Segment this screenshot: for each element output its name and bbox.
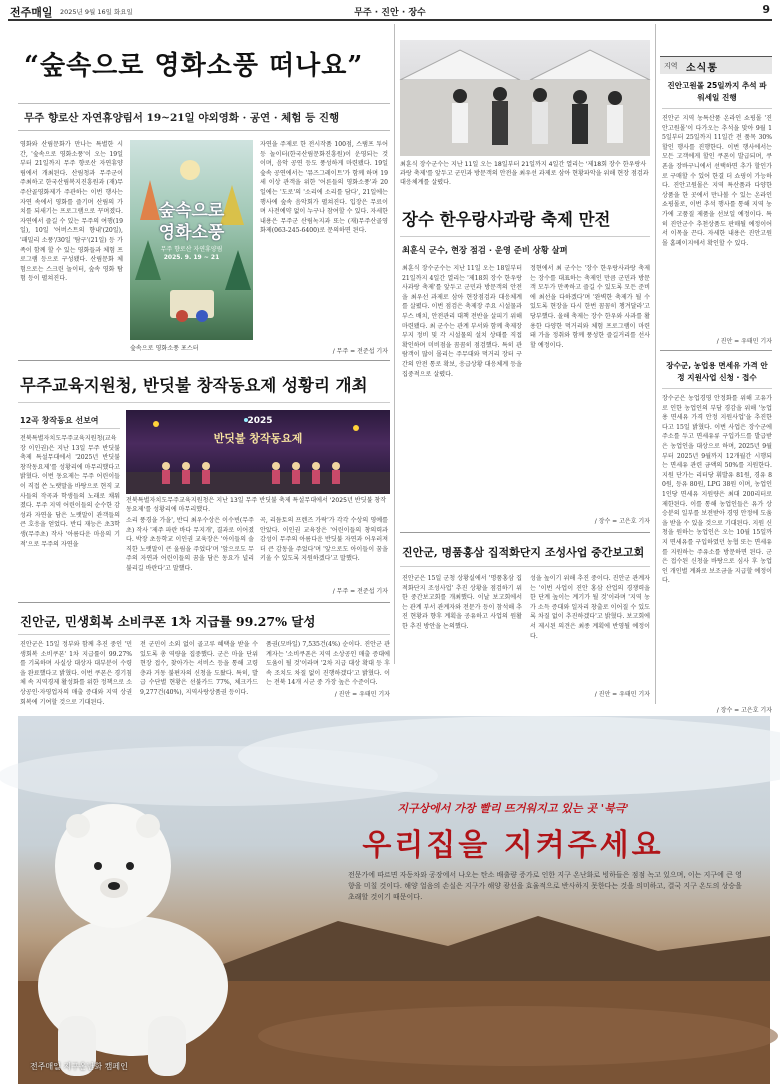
article3-headline: 진안군, 민생회복 소비쿠폰 1차 지급률 99.27% 달성	[20, 614, 316, 629]
ad-footer: 전주매일 지구온난화 캠페인	[30, 1062, 128, 1071]
article4-subtitle: 최훈식 군수, 현장 점검 · 운영 준비 상황 살펴	[402, 245, 568, 255]
inspection-scene-art	[400, 40, 650, 156]
ad-tagline: 지구상에서 가장 빨리 뜨거워지고 있는 곳 '북극'	[397, 802, 629, 815]
article1-subtitle-rule	[18, 103, 390, 104]
article3-byline: / 진안 = 우태민 기자	[334, 691, 390, 698]
ad-body: 전문가에 따르면 자동차와 공장에서 나오는 탄소 배출량 증가로 인한 지구 온난화로 빙하들은 점점 녹고 있으며, 이는 지구에 큰 영향을 미칠 것이다. 해양 얼음의 손실은 지구가 해양 광선을 효율적으로 반사하지 못한다는 것을 의미하고, 결국 지구 온도의 상승을 초래할 것이기 때문이다.	[348, 871, 742, 901]
poster-caption: 숲속으로 영화소풍 포스터	[130, 345, 199, 352]
article2-col1: 전북특별자치도무주교육지원청(교육장 이인권)은 지난 13일 무주 반딧불 축제 특설무대에서 '2025년 반딧불 창작동요제'를 성황리에 마무리했다고 밝혔다. 이번 동요제는 무주 어린이들이 직접 쓴 노랫말을 바탕으로 현직 교사들의 작곡과 학생들의 노래로 채워졌다. 무주 지역 어린이들의 순수한 감성과 자연을 담은 노랫말이 관객들의 큰 호응을 얻었다. 반디 재능은 초3학생(무주초) 작사 '아름다운 마음의 기적'으로 무주의 자연을	[20, 435, 120, 548]
sidebar-item1-body: 진안군 지역 농특산품 온라인 쇼핑몰 '진안고원몰'이 다가오는 추석을 맞아 9월 15일부터 25일까지 11일간 전 품목 30% 할인 행사를 진행한다. 이번 행사에서는 모든 고객에게 할인 쿠폰이 발급되며, 쿠폰을 장바구니에서 선택하면 추가 할인가로 구매할 수 있어 한결 더 쇼핑이 가능하다. 진안고원몰은 지역 특산품과 다양한 상품을 한 곳에서 만나볼 수 있는 온라인 쇼핑몰로, 이번 추석 행사를 통해 지역 농가에 고품질 제품을 선보일 예정이다. 특히 진안군수 추천상품도 판매될 예정이어서 이목을 끈다. 자세한 내용은 진안고원몰 홈페이지에서 확인할 수 있다.	[662, 115, 772, 247]
article1-bottom-rule	[18, 360, 390, 361]
article2-subtitle: 12곡 창작동요 선보여	[20, 416, 99, 425]
article4-bottom-rule	[400, 532, 650, 533]
col-divider-main	[394, 24, 395, 664]
sidebar-item2-byline: / 장수 = 고은호 기자	[716, 707, 772, 714]
article2-col3: 곡, 리듬토의 프렌즈 가락'가 각각 수상의 영예를 안았다. 이인권 교육장은 '어린이들의 창의력과 감성이 무주의 아름다운 반딧불 자연과 어우러져 더 큰 감동을 주었다'며 '앞으로도 아이들이 꿈을 키울 수 있도록 지원하겠다'고 말했다.	[260, 517, 388, 563]
article3-col3: 품권(모바일) 7,535건(4%) 순이다. 진안군 관계자는 '소비쿠폰은 지역 소상공인 매출 증대에 도움이 될 것'이라며 '2차 지급 대상 확대 등 후속 조치도 차질 없이 진행하겠다'고 밝혔다. 이는 전북 14개 시군 중 가장 높은 수준이다.	[266, 641, 390, 687]
poster-subtitle: 무주 향로산 자연휴양림	[160, 246, 223, 253]
article2-subtitle-rule	[20, 428, 120, 429]
article1-subtitle: 무주 향로산 자연휴양림서 19~21일 야외영화 · 공연 · 체험 등 진행	[24, 112, 340, 124]
sidebar-item2-title: 장수군, 농업용 면세유 가격 안정 지원사업 신청 · 접수	[666, 361, 768, 382]
article5-title-rule	[400, 566, 650, 567]
ad-headline: 우리집을 지켜주세요	[362, 828, 664, 863]
article3-col1: 진안군은 15일 정부와 함께 추진 중인 '민생회복 소비쿠폰' 1차 지급률이 99.27%를 기록하며 사실상 대상자 대부분이 수령을 완료했다고 밝혔다. 이번 쿠폰은 경기침체 속 지역경제 활성화를 위한 정책으로 소상공인·자영업자의 매출 증대와 지역 상권 회복에 기여할 것으로 기대된다.	[20, 641, 132, 706]
article4-photo-caption: 최훈식 장수군수는 지난 11일 오는 18일부터 21일까지 4일간 열리는 '제18회 장수 한우랑사과랑 축제'를 앞두고 군민과 방문객의 안전을 최우선 과제로 삼아 현황파악을 위해 현장 점검과 대응체계를 살폈다.	[400, 161, 649, 186]
polar-bear-art	[38, 804, 228, 1076]
article2-byline: / 무주 = 전준섭 기자	[332, 588, 388, 595]
article1-poster	[130, 140, 253, 340]
article4-photo	[400, 40, 650, 156]
article3-col2: 전 군민이 소외 없이 골고루 혜택을 받을 수 있도록 총 역량을 집중했다. 군은 마을 단위 현장 접수, 찾아가는 서비스 등을 통해 고령층과 거동 불편자의 신청을 도왔다. 특히, 발급 수단별 현황은 선불카드 77%, 체크카드 9,277건(40%), 지역사랑상품권 등이다.	[140, 641, 258, 696]
paper-name: 전주매일	[10, 6, 53, 19]
climate-ad	[18, 716, 770, 1084]
article2-bottom-rule	[18, 602, 390, 603]
article4-byline: / 장수 = 고은호 기자	[594, 518, 650, 525]
stage-banner-year: 2025	[247, 416, 273, 426]
article4-title-rule	[400, 236, 650, 237]
article1-subtitle-rule-bottom	[18, 130, 390, 131]
poster-date: 2025. 9. 19 ~ 21	[163, 254, 220, 261]
sidebar-item1-rule	[662, 108, 772, 109]
masthead	[0, 0, 780, 20]
section-name: 무주 · 진안 · 장수	[354, 8, 426, 18]
article2-headline: 무주교육지원청, 반딧불 창작동요제 성황리 개최	[20, 376, 368, 395]
sidebar-divider	[660, 350, 772, 351]
article5-col1: 진안군은 15일 군청 상황실에서 '명품홍삼 집적화단지 조성사업' 추진 상황을 점검하기 위한 중간보고회를 개최했다. 이날 보고회에서는 관계 부서 관계자와 전문가 등이 참석해 추진 현황과 향후 계획을 공유하고 사업의 원활한 추진 방안을 논의했다.	[402, 575, 522, 630]
article1-col1: 영화와 산림문화가 만나는 특별한 시간, '숲속으로 영화소풍'이 오는 19일부터 21일까지 무주 향로산 자연휴양림에서 개최된다. 산림청과 무주군이 주최하고 한국산림복지진흥원과 (재)무주산골영화제가 주관하는 이번 행사는 자연 속에서 영화를 즐기며 산림의 가치를 되새기는 프로그램으로 꾸며졌다. 자연에서 즐길 수 있는 무주의 여행(19일), 10일 '어버스트의 향내'(20일), '패밀리 소풍'/30일 '탐구'(21일) 등 가족이 함께 할 수 있는 영화들과 체험 프로그램 등으로 구성됐다. 산림문화 체험으로는 스크린 놀이터, 숲속 영화 탐험 등이 펼쳐진다.	[20, 141, 123, 283]
sidebar-item1-byline: / 진안 = 우태민 기자	[716, 338, 772, 345]
page-number: 9	[762, 3, 770, 16]
article5-headline: 진안군, 명품홍삼 집적화단지 조성사업 중간보고회	[402, 546, 645, 559]
poster-title-2: 영화소풍	[158, 223, 225, 243]
article4-col1: 최훈식 장수군수는 지난 11일 오는 18일부터 21일까지 4일간 열리는 '제18회 장수 한우랑사과랑 축제'를 앞두고 군민과 방문객의 안전을 최우선 과제로 삼아 현장점검과 대응체계를 살폈다. 이번 점검은 축제장 주요 시설물과 부스 배치, 안전관리 대책 전반을 살피기 위해 마련됐다. 최 군수는 관계 부서와 함께 축제장 부지 정비 및 각 시설물의 설치 상태를 직접 확인하며 미비점을 꼼꼼히 점검했다. 특히 관람객이 많이 몰리는 주무대와 먹거리 장터 구간의 안전 통로 확보, 응급상황 대응체계 등을 집중적으로 살폈다.	[402, 265, 522, 378]
masthead-rule	[8, 19, 772, 21]
stage-banner-text: 반딧불 창작동요제	[213, 432, 303, 445]
article2-photo-caption: 전북특별자치도무주교육지원청은 지난 13일 무주 반딧불 축제 특설무대에서 '2025년 반딧불 창작동요제'를 성황리에 마무리했다.	[126, 497, 387, 513]
sidebar-item1-title: 진안고원몰 25일까지 추석 파워세일 진행	[667, 81, 767, 102]
article4-col2: 정현에서 최 군수는 '장수 한우랑사과랑 축제는 장수를 대표하는 축제인 만큼 군민과 방문객 모두가 만족하고 즐길 수 있도록 모든 준비에 최선을 다하겠다'며 '완벽한 축제가 될 수 있도록 현장을 다시 한번 꼼꼼히 챙겨달라'고 당부했다. 올해 축제는 장수 한우와 사과를 활용한 다양한 먹거리와 체험 프로그램이 마련돼 가을 정취와 함께 풍성한 즐길거리를 선사할 예정이다.	[530, 265, 650, 349]
article2-col2: 소리 풍경을 가을', 반디 최우수상은 이수빈(무주초) 작사 '제주 파란 바다 무지개', 결과로 이어졌다. 박장 초등학교 이인권 교육장은 '아이들의 솔직한 노랫말이 큰 울림을 주었다'며 '앞으로도 무주의 자연과 어린이들의 꿈을 담은 동요가 널리 불리길 바란다'고 말했다.	[126, 517, 254, 572]
article5-byline: / 진안 = 우태민 기자	[594, 691, 650, 698]
sidebar-item2-body: 장수군은 농업경영 안정화를 위해 고유가로 인한 농업인의 부담 경감을 위해 '농업용 면세유 가격 안정 지원사업'을 추진한다고 15일 밝혔다. 이번 사업은 장수군에 주소를 두고 면세유류 구입카드를 발급받은 농업인을 대상으로 하며, 2025년 9월부터 2025년 9월까지 12개월간 시행되는 면세유 관련 금액의 50%를 지원한다. 지원 단가는 리터당 휘발유 81원, 경유 80원, 등유 80원, LPG 38원 이며, 농업인 1인당 면세유 지원량은 최대 200리터로 제한된다. 이를 통해 농업인들은 유가 상승분의 일부를 보전받아 경영 안정에 도움을 받을 수 있을 것으로 기대된다. 지원 신청을 원하는 농업인은 오는 10월 15일까지 면세유를 구입하였던 농협 또는 면세유를 지원하는 주유소를 방문하면 된다. 군은 접수된 신청을 바탕으로 심사 후 농업인 개인별 계좌로 보조금을 지급할 예정이다.	[662, 395, 772, 585]
sidebar-item2-rule	[662, 388, 772, 389]
article1-headline: “숲속으로 영화소풍 떠나요”	[24, 51, 364, 81]
issue-date: 2025년 9월 16일 화요일	[60, 8, 133, 16]
article3-title-rule	[18, 634, 390, 635]
article2-photo	[126, 410, 390, 494]
article1-byline: / 무주 = 전준섭 기자	[332, 348, 388, 355]
sidebar-header-title: 소식통	[686, 63, 718, 74]
poster-title-1: 숲속으로	[158, 201, 225, 221]
col-divider-sidebar	[655, 24, 656, 704]
article4-headline: 장수 한우랑사과랑 축제 만전	[402, 210, 611, 229]
sidebar-header-label: 지역	[664, 62, 678, 70]
sidebar-header	[660, 56, 772, 74]
article5-col2: 성을 높이기 위해 추진 중이다. 진안군 관계자는 '이번 사업이 진안 홍삼 산업의 경쟁력을 한 단계 높이는 계기가 될 것'이라며 '지역 농가 소득 증대와 일자리 창출로 이어질 수 있도록 차질 없이 추진하겠다'고 밝혔다. 보고회에서 제시된 의견은 최종 계획에 반영될 예정이다.	[530, 575, 650, 640]
article1-col2: 자연을 주제로 한 전시작품 100점, 스탬프 투어 등 놀이터(한국산림문화진흥원)이 운영되는 것이며, 음악 공연 등도 풍성하게 마련됐다. 19일 숲속 공연에서는 '뮤즈그레이트'가 함께 하며 19세 이상 관객을 위한 '어른들의 영화소풍'과 20일에는 '도로'의 '소리에 소리를 담다', 21일에는 행사에 숲속 음악회가 펼쳐진다. 입장은 무료이며 사전예약 없이 누구나 참여할 수 있다. 자세한 내용은 무주군 산림녹지과 또는 (재)무주산골영화제(063-245-6400)로 문의하면 된다.	[260, 141, 388, 235]
article2-title-rule	[18, 402, 390, 403]
